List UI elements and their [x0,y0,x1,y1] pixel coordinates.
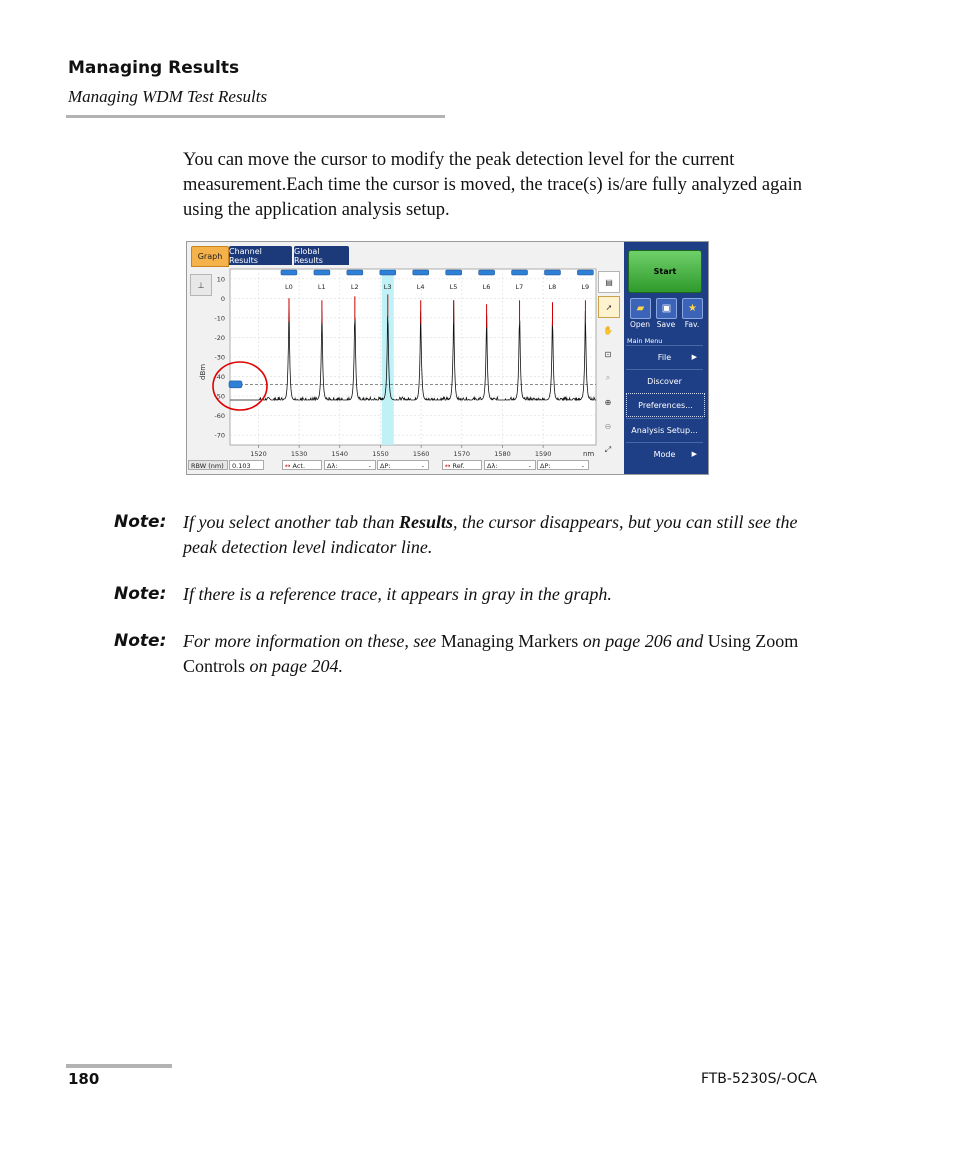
x-tick-label: 1580 [494,450,511,458]
y-tick-label: -60 [214,412,225,421]
main-menu-label: Main Menu [627,337,663,345]
peak-label: L2 [350,283,359,291]
zoom-area-icon[interactable]: ⊡ [604,349,612,359]
y-tick-label: -70 [214,431,225,440]
menu-file-label: File [657,352,672,362]
zoom-in-icon[interactable]: ⊕ [604,397,612,407]
menu-file[interactable] [626,345,703,368]
dl-label: Δλ: [327,462,338,470]
ref-field[interactable]: ↔ Ref. [442,460,482,470]
rbw-label: RBW (nm) [188,460,228,470]
channel-marker [413,270,429,275]
ref-delta-p [537,460,589,470]
y-tick-label: -40 [214,373,225,382]
chevron-right-icon: ▶ [691,353,697,361]
pointer-icon[interactable]: ➚ [598,296,620,318]
x-tick-label: 1520 [250,450,267,458]
dp-label-2: ΔP: [540,462,551,470]
x-tick-label: 1540 [331,450,349,458]
dl-value-2: - [528,462,531,470]
header-rule [66,115,445,118]
spectrum-chart [187,242,624,474]
peak-label: L3 [383,283,392,291]
dp-label: ΔP: [380,462,391,470]
peak-label: L8 [548,283,557,291]
y-tick-label: -30 [214,353,225,362]
menu-discover-label: Discover [647,376,682,386]
rbw-value: 0.103 [229,460,264,470]
y-axis-label: dBm [199,363,207,380]
dp-value-2: - [581,462,584,470]
page-number: 180 [68,1070,100,1088]
channel-marker [314,270,330,275]
note-1 [114,510,834,559]
dl-label-2: Δλ: [487,462,498,470]
link-managing-markers[interactable]: Managing Markers [440,631,579,651]
peak-label: L4 [416,283,425,291]
threshold-cursor-handle [229,381,242,388]
y-tick-label: 0 [220,294,225,303]
dl-value: - [368,462,371,470]
ref-label: Ref. [452,462,465,470]
hand-icon[interactable]: ✋ [603,325,613,335]
x-tick-label: 1530 [290,450,308,458]
peak-label: L7 [515,283,524,291]
menu-analysis-setup-label: Analysis Setup... [631,425,698,435]
save-label: Save [656,320,676,329]
note-label: Note: [114,584,167,604]
peak-label: L1 [317,283,326,291]
channel-marker [347,270,363,275]
graph-view-icon[interactable]: ▤ [598,271,620,293]
y-tick-label: -10 [214,314,225,323]
note-3-mid: on page 206 and [578,631,708,651]
note-2-text: If there is a reference trace, it appears in gray in the graph. [183,584,612,604]
open-label: Open [629,320,651,329]
peak-label: L6 [482,283,491,291]
disk-icon[interactable]: ▣ [656,298,677,319]
note-1-pre: If you select another tab than [183,512,399,532]
x-tick-label: 1570 [453,450,471,458]
right-panel [624,242,708,474]
dp-value: - [421,462,424,470]
link-using-zoom-controls[interactable]: Using Zoom Controls [183,631,799,676]
peak-label: L0 [284,283,293,291]
note-1-bold: Results [398,512,453,532]
channel-marker [512,270,528,275]
tab-global-results[interactable]: Global Results [294,246,349,265]
peak-label: L9 [581,283,590,291]
tab-channel-results[interactable]: Channel Results [229,246,292,265]
menu-mode-label: Mode [653,449,676,459]
channel-marker [446,270,462,275]
tab-graph[interactable]: Graph [191,246,229,267]
marker-tool-icon[interactable]: ⊥ [190,274,212,296]
intro-paragraph: You can move the cursor to modify the peak detection level for the current measurement.Each time the cursor is moved, the trace(s) is/are fully analyzed again using the application analysis setup. [183,150,802,220]
zoom-icon[interactable]: ⌕ [605,373,611,382]
x-axis-label: nm [583,450,595,458]
chevron-right-icon-2: ▶ [691,450,697,458]
y-tick-label: -50 [214,392,225,401]
note-3-pre: For more information on these, see [183,631,441,651]
plot-area [230,269,596,445]
ref-delta-lambda [484,460,536,470]
y-tick-label: -20 [214,333,225,342]
fit-icon[interactable]: ⤢ [604,445,612,454]
note-1-post: , the cursor disappears, but you can still see the peak detection level indicator line. [183,512,798,557]
y-tick-label: 10 [216,275,225,284]
channel-marker [577,270,593,275]
star-icon[interactable]: ★ [682,298,703,319]
app-screenshot [186,241,709,475]
note-2 [114,582,834,607]
start-button[interactable]: Start [628,250,702,293]
x-tick-label: 1550 [372,450,389,458]
channel-marker [281,270,297,275]
product-name: FTB-5230S/-OCA [700,1071,817,1087]
act-field[interactable]: ↔ Act. [282,460,322,470]
footer-rule [66,1064,172,1068]
act-delta-lambda [324,460,376,470]
peak-label: L5 [449,283,458,291]
note-3 [114,629,834,678]
menu-mode[interactable] [626,442,703,465]
note-label: Note: [114,631,167,651]
x-tick-label: 1560 [412,450,430,458]
menu-preferences[interactable] [626,393,705,417]
act-label: Act. [292,462,306,470]
status-row [187,460,624,471]
note-3-post: on page 204. [245,655,344,676]
x-tick-label: 1590 [534,450,552,458]
channel-marker [479,270,495,275]
channel-marker [544,270,560,275]
act-delta-p [377,460,429,470]
menu-analysis-setup[interactable] [626,418,703,441]
zoom-out-icon[interactable]: ⊖ [604,421,612,431]
menu-preferences-label: Preferences... [638,400,693,410]
channel-marker [380,270,396,275]
section-title: Managing Results [68,58,240,78]
section-subtitle: Managing WDM Test Results [68,87,268,106]
fav-label: Fav. [684,320,700,329]
folder-icon[interactable]: ▰ [630,298,651,319]
menu-discover[interactable] [626,369,703,392]
note-label: Note: [114,512,167,532]
